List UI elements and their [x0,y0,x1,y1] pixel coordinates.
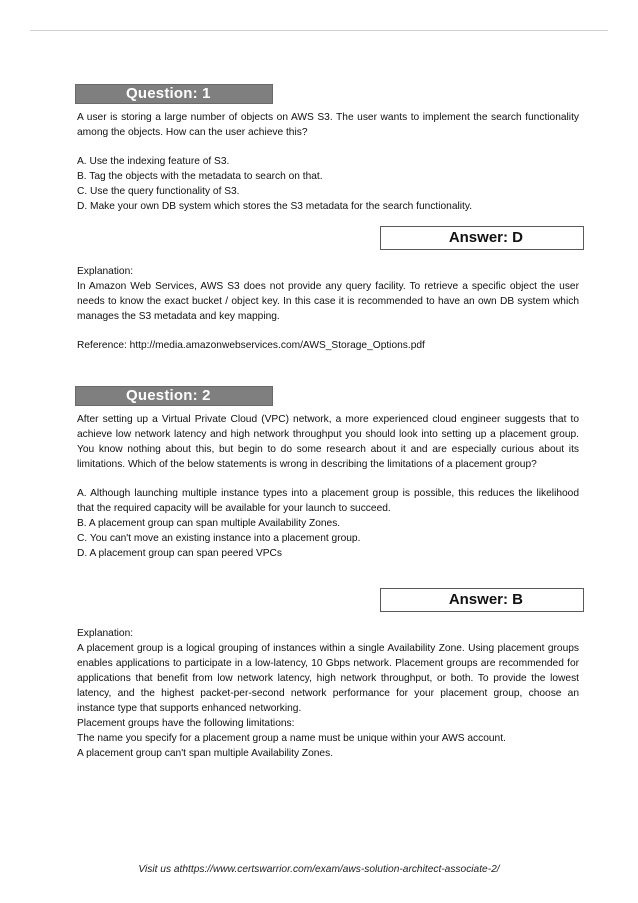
question-2-answer: Answer: B [380,588,584,612]
limitations-intro: Placement groups have the following limitations: [77,718,295,729]
question-2-explanation-text: A placement group is a logical grouping of instances within a single Availability Zone. Using placement groups enables applications to participate in a low-latency, 10 Gbps network. Placement groups are recommended for applications that benefit from low network latency, high network throughput, or both. To provide the lowest latency, and the highest packet-per-second network performance for your placement group, choose an instance type that supports enhanced networking. [77,643,579,714]
question-1-answer: Answer: D [380,226,584,250]
question-1-reference: Reference: http://media.amazonwebservices.com/AWS_Storage_Options.pdf [77,340,425,351]
footer-link[interactable]: Visit us athttps://www.certswarrior.com/exam/aws-solution-architect-associate-2/ [138,864,500,875]
question-1-explanation [77,264,579,353]
question-2-option-c: C. You can't move an existing instance into a placement group. [77,533,361,544]
top-divider [30,30,608,31]
question-2-option-b: B. A placement group can span multiple Availability Zones. [77,518,341,529]
question-1-text: A user is storing a large number of objects on AWS S3. The user wants to implement the search functionality among the objects. How can the user achieve this? [77,112,579,138]
limitation-item: A placement group can't span multiple Availability Zones. [77,748,334,759]
question-1-option-b: B. Tag the objects with the metadata to search on that. [77,171,323,182]
explanation-label: Explanation: [77,628,134,639]
question-1-body [77,110,579,214]
question-2-option-a: A. Although launching multiple instance types into a placement group is possible, this reduces the likelihood that the required capacity will be available for your launch to succeed. [77,488,579,514]
question-1-explanation-text: In Amazon Web Services, AWS S3 does not provide any query facility. To retrieve a specific object the user needs to know the exact bucket / object key. In this case it is recommended to have an own DB system which manages the S3 metadata and key mapping. [77,281,579,322]
question-1-option-c: C. Use the query functionality of S3. [77,186,240,197]
question-2-body [77,412,579,561]
question-1-option-a: A. Use the indexing feature of S3. [77,156,230,167]
question-1-option-d: D. Make your own DB system which stores the S3 metadata for the search functionality. [77,201,473,212]
question-1-header: Question: 1 [75,84,273,104]
explanation-label: Explanation: [77,266,134,277]
limitation-item: The name you specify for a placement group a name must be unique within your AWS account. [77,733,506,744]
question-2-header: Question: 2 [75,386,273,406]
question-2-option-d: D. A placement group can span peered VPCs [77,548,283,559]
question-2-text: After setting up a Virtual Private Cloud (VPC) network, a more experienced cloud engineer suggests that to achieve low network latency and high network throughput you should look into setting up a placement group. You know nothing about this, but begin to do some research about it and are especially curious about its limitations. Which of the below statements is wrong in describing the limitations of a placement group? [77,414,579,470]
question-2-explanation [77,626,579,761]
